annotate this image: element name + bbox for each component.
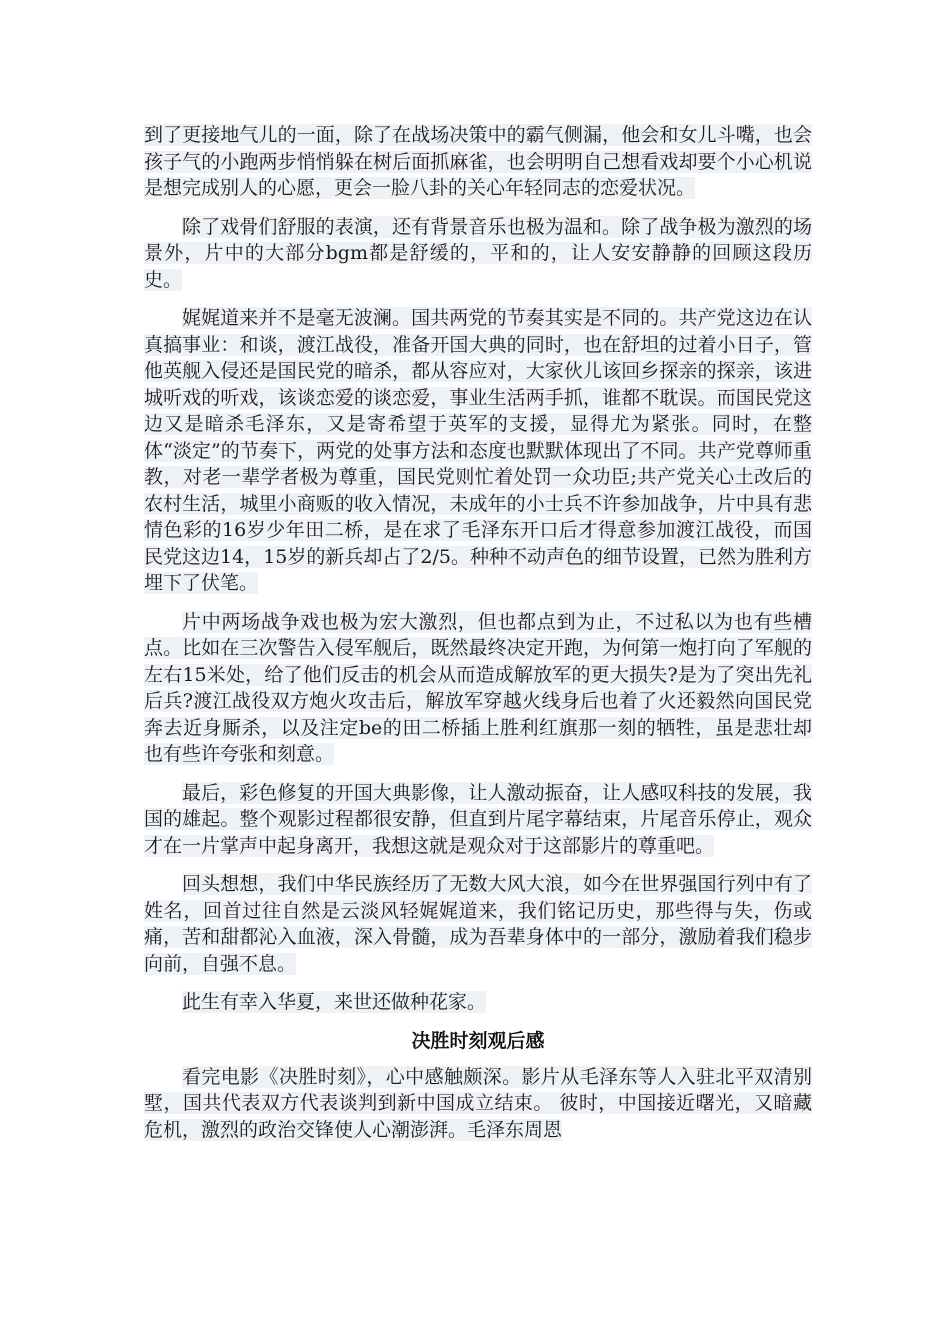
paragraph-8 bbox=[144, 1064, 812, 1144]
paragraph-7-text: 此生有幸入华夏，来世还做种花家。 bbox=[182, 991, 487, 1013]
paragraph-6-text: 回头想想，我们中华民族经历了无数大风大浪，如今在世界强国行列中有了姓名，回首过往自然是云淡风轻娓娓道来，我们铭记历史，那些得与失，伤或痛，苦和甜都沁入血液，深入骨髓，成为吾辈身体中的一部分，激励着我们稳步向前，自强不息。 bbox=[144, 873, 812, 975]
paragraph-1-text: 到了更接地气儿的一面，除了在战场决策中的霸气侧漏，他会和女儿斗嘴，也会孩子气的小跑两步悄悄躲在树后面抓麻雀，也会明明自己想看戏却要个小心机说是想完成别人的心愿，更会一脸八卦的关心年轻同志的恋爱状况。 bbox=[144, 124, 812, 199]
paragraph-1 bbox=[144, 122, 812, 202]
paragraph-2-text: 除了戏骨们舒服的表演，还有背景音乐也极为温和。除了战争极为激烈的场景外，片中的大部分bgm都是舒缓的，平和的，让人安安静静的回顾这段历史。 bbox=[144, 215, 812, 291]
paragraph-5 bbox=[144, 780, 812, 860]
document-body bbox=[144, 122, 812, 1155]
paragraph-3 bbox=[144, 305, 812, 597]
paragraph-6 bbox=[144, 871, 812, 977]
paragraph-4-text: 片中两场战争戏也极为宏大激烈，但也都点到为止，不过私以为也有些槽点。比如在三次警告入侵军舰后，既然最终决定开跑，为何第一炮打向了军舰的左右15米处，给了他们反击的机会从而造成解放军的更大损失?是为了突出先礼后兵?渡江战役双方炮火攻击后，解放军穿越火线身后也着了火还毅然向国民党奔去近身厮杀，以及注定be的田二桥插上胜利红旗那一刻的牺牲，虽是悲壮却也有些许夸张和刻意。 bbox=[144, 610, 812, 765]
section-heading: 决胜时刻观后感 bbox=[411, 1029, 545, 1052]
paragraph-7 bbox=[144, 989, 812, 1016]
paragraph-5-text: 最后，彩色修复的开国大典影像，让人激动振奋，让人感叹科技的发展，我国的雄起。整个观影过程都很安静，但直到片尾字幕结束，片尾音乐停止，观众才在一片掌声中起身离开，我想这就是观众对于这部影片的尊重吧。 bbox=[144, 781, 812, 857]
paragraph-2 bbox=[144, 214, 812, 294]
paragraph-8-text: 看完电影《决胜时刻》，心中感触颇深。影片从毛泽东等人入驻北平双清别墅，国共代表双方代表谈判到新中国成立结束。 彼时，中国接近曙光，又暗藏危机，激烈的政治交锋使人心潮澎湃。毛泽东周恩 bbox=[144, 1065, 812, 1141]
paragraph-4 bbox=[144, 609, 812, 768]
paragraph-3-text: 娓娓道来并不是毫无波澜。国共两党的节奏其实是不同的。共产党这边在认真搞事业：和谈，渡江战役，准备开国大典的同时，也在舒坦的过着小日子，管他英舰入侵还是国民党的暗杀，都从容应对，大家伙儿该回乡探亲的探亲，该进城听戏的听戏，该谈恋爱的谈恋爱，事业生活两手抓，谁都不耽误。而国民党这边又是暗杀毛泽东，又是寄希望于英军的支援，显得尤为紧张。同时，在整体“淡定”的节奏下，两党的处事方法和态度也默默体现出了不同。共产党尊师重教，对老一辈学者极为尊重，国民党则忙着处罚一众功臣;共产党关心土改后的农村生活，城里小商贩的收入情况，未成年的小士兵不许参加战争，片中具有悲情色彩的16岁少年田二桥，是在求了毛泽东开口后才得意参加渡江战役，而国民党这边14，15岁的新兵却占了2/5。种种不动声色的细节设置，已然为胜利方埋下了伏笔。 bbox=[144, 307, 812, 594]
